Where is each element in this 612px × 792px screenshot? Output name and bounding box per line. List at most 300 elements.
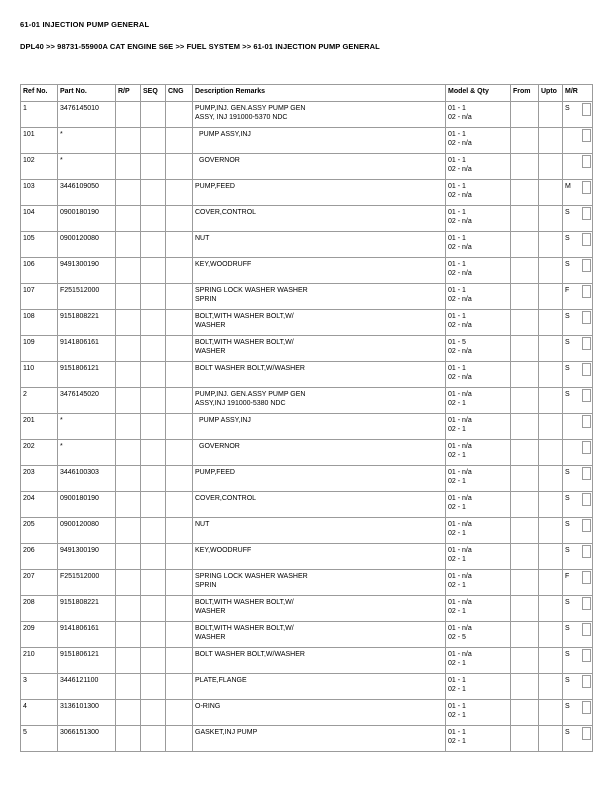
model-qty-cell: [446, 622, 511, 648]
column-header-cng: CNG: [166, 85, 193, 102]
part-no-cell: 3446121100: [58, 674, 116, 700]
model-qty-line: 02 - n/a: [448, 114, 472, 121]
model-qty-line: 02 - n/a: [448, 166, 472, 173]
from-cell: [511, 388, 539, 414]
ref-no-cell: 207: [21, 570, 58, 596]
upto-cell: [539, 726, 563, 752]
column-header-part-no: Part No.: [58, 85, 116, 102]
mr-value: S: [565, 599, 570, 606]
part-no-cell: 3136101300: [58, 700, 116, 726]
table-row: [21, 570, 593, 596]
part-no-cell: *: [58, 414, 116, 440]
model-qty-line: 02 - 1: [448, 686, 466, 693]
mr-subcell-box: [582, 545, 591, 558]
upto-cell: [539, 596, 563, 622]
ref-no-cell: 202: [21, 440, 58, 466]
mr-subcell-box: [582, 467, 591, 480]
model-qty-line: 02 - 1: [448, 400, 466, 407]
description-line: BOLT WASHER BOLT,W/WASHER: [195, 365, 305, 372]
mr-subcell-box: [582, 649, 591, 662]
seq-cell: [141, 466, 166, 492]
mr-cell: [563, 518, 593, 544]
model-qty-line: 01 - 1: [448, 183, 466, 190]
upto-cell: [539, 570, 563, 596]
ref-no-cell: 204: [21, 492, 58, 518]
from-cell: [511, 570, 539, 596]
rp-cell: [116, 440, 141, 466]
cng-cell: [166, 570, 193, 596]
description-line: WASHER: [195, 322, 226, 329]
seq-cell: [141, 310, 166, 336]
description-line: PUMP,INJ. GEN.ASSY PUMP GEN: [195, 391, 306, 398]
model-qty-cell: [446, 180, 511, 206]
mr-cell: [563, 206, 593, 232]
seq-cell: [141, 700, 166, 726]
description-cell: [193, 362, 446, 388]
from-cell: [511, 700, 539, 726]
description-line: SPRING LOCK WASHER WASHER: [195, 287, 308, 294]
table-row: [21, 544, 593, 570]
mr-value: S: [565, 495, 570, 502]
part-no-cell: *: [58, 440, 116, 466]
mr-subcell-box: [582, 389, 591, 402]
model-qty-line: 02 - 1: [448, 582, 466, 589]
model-qty-cell: [446, 206, 511, 232]
mr-subcell-box: [582, 337, 591, 350]
description-line: KEY,WOODRUFF: [195, 547, 252, 554]
model-qty-cell: [446, 310, 511, 336]
upto-cell: [539, 310, 563, 336]
cng-cell: [166, 362, 193, 388]
from-cell: [511, 102, 539, 128]
mr-subcell-box: [582, 363, 591, 376]
model-qty-line: 01 - 1: [448, 703, 466, 710]
ref-no-cell: 3: [21, 674, 58, 700]
model-qty-line: 02 - n/a: [448, 322, 472, 329]
ref-no-cell: 206: [21, 544, 58, 570]
mr-cell: [563, 674, 593, 700]
model-qty-line: 02 - 1: [448, 660, 466, 667]
table-row: [21, 388, 593, 414]
description-line: BOLT,WITH WASHER BOLT,W/: [195, 339, 294, 346]
seq-cell: [141, 596, 166, 622]
part-no-cell: 9141806161: [58, 336, 116, 362]
mr-subcell-box: [582, 233, 591, 246]
rp-cell: [116, 336, 141, 362]
mr-cell: [563, 258, 593, 284]
description-line: COVER,CONTROL: [195, 495, 257, 502]
from-cell: [511, 206, 539, 232]
mr-subcell-box: [582, 727, 591, 740]
description-cell: [193, 206, 446, 232]
upto-cell: [539, 544, 563, 570]
model-qty-line: 02 - n/a: [448, 140, 472, 147]
column-header-seq: SEQ: [141, 85, 166, 102]
table-row: [21, 700, 593, 726]
column-header-from: From: [511, 85, 539, 102]
cng-cell: [166, 284, 193, 310]
description-cell: [193, 674, 446, 700]
page-title: 61-01 INJECTION PUMP GENERAL: [20, 20, 150, 29]
seq-cell: [141, 362, 166, 388]
upto-cell: [539, 284, 563, 310]
part-no-cell: 0900180190: [58, 206, 116, 232]
from-cell: [511, 440, 539, 466]
upto-cell: [539, 518, 563, 544]
description-line: WASHER: [195, 608, 226, 615]
part-no-cell: *: [58, 128, 116, 154]
rp-cell: [116, 570, 141, 596]
model-qty-cell: [446, 648, 511, 674]
model-qty-line: 01 - n/a: [448, 573, 472, 580]
ref-no-cell: 203: [21, 466, 58, 492]
mr-value: F: [565, 573, 570, 580]
description-line: GASKET,INJ PUMP: [195, 729, 258, 736]
description-line: WASHER: [195, 634, 226, 641]
ref-no-cell: 4: [21, 700, 58, 726]
description-cell: [193, 492, 446, 518]
rp-cell: [116, 206, 141, 232]
mr-value: S: [565, 365, 570, 372]
breadcrumb: DPL40 >> 98731-55900A CAT ENGINE S6E >> FUEL SYSTEM >> 61-01 INJECTION PUMP GENERAL: [20, 42, 380, 51]
table-row: [21, 726, 593, 752]
model-qty-cell: [446, 492, 511, 518]
cng-cell: [166, 336, 193, 362]
from-cell: [511, 154, 539, 180]
part-no-cell: 0900180190: [58, 492, 116, 518]
seq-cell: [141, 258, 166, 284]
model-qty-cell: [446, 440, 511, 466]
cng-cell: [166, 154, 193, 180]
seq-cell: [141, 518, 166, 544]
column-header-model-qty: Model & Qty: [446, 85, 511, 102]
description-line: GOVERNOR: [199, 157, 240, 164]
description-cell: [193, 154, 446, 180]
description-line: ASSY, INJ 191000-5370 NDC: [195, 114, 288, 121]
model-qty-line: 02 - 1: [448, 504, 466, 511]
model-qty-line: 01 - 1: [448, 365, 466, 372]
mr-value: S: [565, 313, 570, 320]
model-qty-line: 01 - 1: [448, 261, 466, 268]
from-cell: [511, 414, 539, 440]
description-line: O-RING: [195, 703, 221, 710]
cng-cell: [166, 310, 193, 336]
mr-subcell-box: [582, 129, 591, 142]
mr-cell: [563, 180, 593, 206]
model-qty-line: 02 - 1: [448, 530, 466, 537]
cng-cell: [166, 492, 193, 518]
table-row: [21, 180, 593, 206]
description-cell: [193, 648, 446, 674]
description-cell: [193, 596, 446, 622]
from-cell: [511, 128, 539, 154]
part-no-cell: 0900120080: [58, 232, 116, 258]
mr-value: S: [565, 209, 570, 216]
model-qty-line: 01 - n/a: [448, 625, 472, 632]
description-line: BOLT,WITH WASHER BOLT,W/: [195, 625, 294, 632]
mr-cell: [563, 726, 593, 752]
upto-cell: [539, 102, 563, 128]
table-row: [21, 232, 593, 258]
rp-cell: [116, 596, 141, 622]
description-cell: [193, 726, 446, 752]
model-qty-cell: [446, 570, 511, 596]
rp-cell: [116, 388, 141, 414]
column-header-r-p: R/P: [116, 85, 141, 102]
mr-cell: [563, 596, 593, 622]
mr-value: S: [565, 261, 570, 268]
description-line: NUT: [195, 521, 210, 528]
seq-cell: [141, 570, 166, 596]
model-qty-line: 02 - n/a: [448, 296, 472, 303]
from-cell: [511, 622, 539, 648]
seq-cell: [141, 414, 166, 440]
table-row: [21, 258, 593, 284]
description-cell: [193, 310, 446, 336]
model-qty-cell: [446, 518, 511, 544]
seq-cell: [141, 648, 166, 674]
rp-cell: [116, 310, 141, 336]
model-qty-line: 01 - 5: [448, 339, 466, 346]
upto-cell: [539, 128, 563, 154]
mr-value: S: [565, 339, 570, 346]
model-qty-line: 01 - 1: [448, 313, 466, 320]
table-header-row: [21, 85, 593, 102]
table-row: [21, 466, 593, 492]
ref-no-cell: 104: [21, 206, 58, 232]
description-cell: [193, 518, 446, 544]
cng-cell: [166, 674, 193, 700]
mr-cell: [563, 284, 593, 310]
rp-cell: [116, 128, 141, 154]
table-row: [21, 674, 593, 700]
model-qty-line: 02 - n/a: [448, 348, 472, 355]
from-cell: [511, 310, 539, 336]
cng-cell: [166, 700, 193, 726]
model-qty-cell: [446, 414, 511, 440]
column-header-m-r: M/R: [563, 85, 593, 102]
table-row: [21, 128, 593, 154]
mr-value: S: [565, 391, 570, 398]
ref-no-cell: 109: [21, 336, 58, 362]
description-line: PUMP ASSY,INJ: [199, 131, 251, 138]
description-line: ASSY,INJ 191000-5380 NDC: [195, 400, 286, 407]
upto-cell: [539, 258, 563, 284]
description-cell: [193, 284, 446, 310]
cng-cell: [166, 596, 193, 622]
from-cell: [511, 674, 539, 700]
seq-cell: [141, 154, 166, 180]
table-row: [21, 518, 593, 544]
description-line: SPRIN: [195, 582, 217, 589]
rp-cell: [116, 518, 141, 544]
model-qty-line: 02 - 1: [448, 556, 466, 563]
part-no-cell: 3446109050: [58, 180, 116, 206]
description-cell: [193, 128, 446, 154]
rp-cell: [116, 258, 141, 284]
mr-value: S: [565, 651, 570, 658]
table-row: [21, 622, 593, 648]
upto-cell: [539, 700, 563, 726]
description-line: PUMP ASSY,INJ: [199, 417, 251, 424]
rp-cell: [116, 544, 141, 570]
cng-cell: [166, 622, 193, 648]
upto-cell: [539, 180, 563, 206]
description-line: COVER,CONTROL: [195, 209, 257, 216]
part-no-cell: 3476145010: [58, 102, 116, 128]
cng-cell: [166, 726, 193, 752]
table-row: [21, 492, 593, 518]
mr-cell: [563, 544, 593, 570]
model-qty-line: 01 - 1: [448, 729, 466, 736]
rp-cell: [116, 414, 141, 440]
rp-cell: [116, 232, 141, 258]
ref-no-cell: 108: [21, 310, 58, 336]
from-cell: [511, 232, 539, 258]
cng-cell: [166, 128, 193, 154]
rp-cell: [116, 284, 141, 310]
rp-cell: [116, 466, 141, 492]
model-qty-line: 01 - 1: [448, 131, 466, 138]
rp-cell: [116, 726, 141, 752]
cng-cell: [166, 232, 193, 258]
from-cell: [511, 180, 539, 206]
model-qty-line: 02 - 1: [448, 478, 466, 485]
mr-subcell-box: [582, 597, 591, 610]
model-qty-line: 02 - 1: [448, 452, 466, 459]
part-no-cell: 9141806161: [58, 622, 116, 648]
model-qty-line: 01 - n/a: [448, 391, 472, 398]
part-no-cell: 9151806121: [58, 362, 116, 388]
ref-no-cell: 101: [21, 128, 58, 154]
ref-no-cell: 1: [21, 102, 58, 128]
mr-cell: [563, 388, 593, 414]
part-no-cell: 9491300190: [58, 544, 116, 570]
part-no-cell: 9151806121: [58, 648, 116, 674]
rp-cell: [116, 622, 141, 648]
table-row: [21, 154, 593, 180]
mr-cell: [563, 466, 593, 492]
description-cell: [193, 232, 446, 258]
mr-subcell-box: [582, 623, 591, 636]
rp-cell: [116, 648, 141, 674]
rp-cell: [116, 700, 141, 726]
model-qty-line: 01 - n/a: [448, 651, 472, 658]
part-no-cell: 0900120080: [58, 518, 116, 544]
description-cell: [193, 388, 446, 414]
model-qty-line: 02 - 1: [448, 426, 466, 433]
mr-value: S: [565, 469, 570, 476]
table-row: [21, 362, 593, 388]
from-cell: [511, 284, 539, 310]
ref-no-cell: 110: [21, 362, 58, 388]
model-qty-cell: [446, 258, 511, 284]
ref-no-cell: 2: [21, 388, 58, 414]
model-qty-cell: [446, 362, 511, 388]
mr-value: S: [565, 547, 570, 554]
mr-value: S: [565, 625, 570, 632]
mr-subcell-box: [582, 311, 591, 324]
model-qty-cell: [446, 154, 511, 180]
mr-cell: [563, 700, 593, 726]
model-qty-line: 01 - n/a: [448, 417, 472, 424]
part-no-cell: 9491300190: [58, 258, 116, 284]
ref-no-cell: 210: [21, 648, 58, 674]
model-qty-cell: [446, 674, 511, 700]
table-row: [21, 310, 593, 336]
description-cell: [193, 414, 446, 440]
from-cell: [511, 466, 539, 492]
model-qty-line: 01 - 1: [448, 209, 466, 216]
from-cell: [511, 648, 539, 674]
upto-cell: [539, 362, 563, 388]
upto-cell: [539, 388, 563, 414]
mr-cell: [563, 336, 593, 362]
ref-no-cell: 201: [21, 414, 58, 440]
rp-cell: [116, 492, 141, 518]
mr-cell: [563, 570, 593, 596]
rp-cell: [116, 674, 141, 700]
mr-cell: [563, 622, 593, 648]
cng-cell: [166, 466, 193, 492]
seq-cell: [141, 232, 166, 258]
seq-cell: [141, 544, 166, 570]
upto-cell: [539, 336, 563, 362]
part-no-cell: 9151808221: [58, 596, 116, 622]
ref-no-cell: 107: [21, 284, 58, 310]
description-cell: [193, 622, 446, 648]
description-cell: [193, 544, 446, 570]
mr-cell: [563, 362, 593, 388]
seq-cell: [141, 336, 166, 362]
from-cell: [511, 596, 539, 622]
seq-cell: [141, 726, 166, 752]
table-row: [21, 596, 593, 622]
cng-cell: [166, 440, 193, 466]
description-line: PLATE,FLANGE: [195, 677, 247, 684]
model-qty-line: 02 - 1: [448, 712, 466, 719]
model-qty-line: 01 - 1: [448, 235, 466, 242]
model-qty-cell: [446, 596, 511, 622]
model-qty-cell: [446, 102, 511, 128]
part-no-cell: 3066151300: [58, 726, 116, 752]
column-header-upto: Upto: [539, 85, 563, 102]
cng-cell: [166, 180, 193, 206]
model-qty-line: 01 - 1: [448, 105, 466, 112]
part-no-cell: 3476145020: [58, 388, 116, 414]
model-qty-line: 01 - n/a: [448, 469, 472, 476]
model-qty-line: 01 - n/a: [448, 443, 472, 450]
from-cell: [511, 336, 539, 362]
part-no-cell: F251512000: [58, 284, 116, 310]
ref-no-cell: 106: [21, 258, 58, 284]
ref-no-cell: 5: [21, 726, 58, 752]
mr-subcell-box: [582, 415, 591, 428]
description-cell: [193, 180, 446, 206]
description-cell: [193, 700, 446, 726]
mr-cell: [563, 414, 593, 440]
mr-value: S: [565, 105, 570, 112]
mr-value: S: [565, 729, 570, 736]
mr-subcell-box: [582, 441, 591, 454]
mr-cell: [563, 102, 593, 128]
mr-value: S: [565, 703, 570, 710]
model-qty-cell: [446, 336, 511, 362]
cng-cell: [166, 544, 193, 570]
table-row: [21, 440, 593, 466]
ref-no-cell: 205: [21, 518, 58, 544]
upto-cell: [539, 440, 563, 466]
